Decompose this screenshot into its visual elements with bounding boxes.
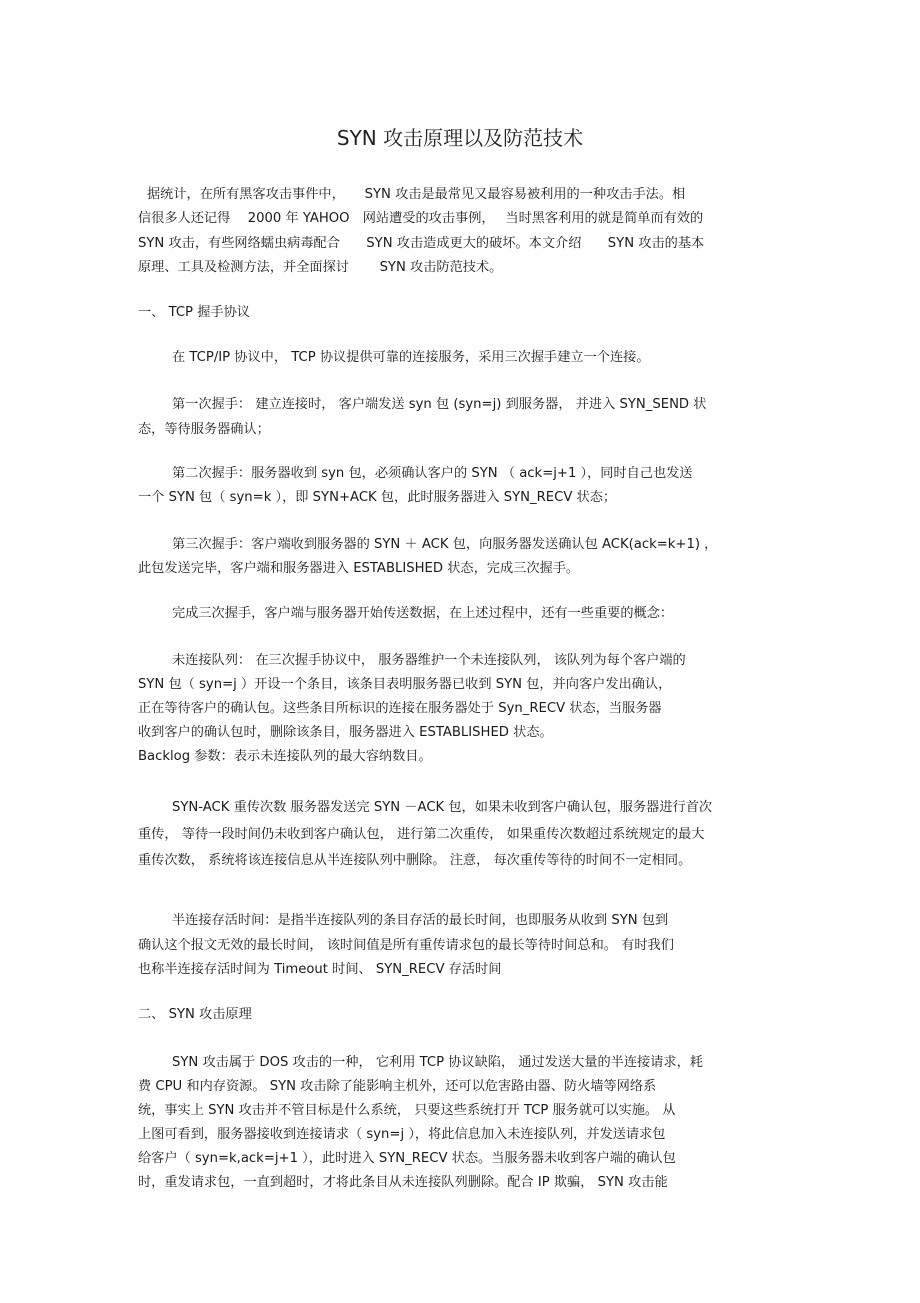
text-line: 重传次数， 系统将该连接信息从半连接队列中删除。 注意， 每次重传等待的时间不一定相同。 [138, 853, 692, 868]
text-line: 收到客户的确认包时，删除该条目，服务器进入 ESTABLISHED 状态。 [138, 725, 553, 740]
text-line: 一个 SYN 包（ syn=k ），即 SYN+ACK 包，此时服务器进入 SYN_RECV 状态； [138, 490, 617, 505]
text-line: 正在等待客户的确认包。这些条目所标识的连接在服务器处于 Syn_RECV 状态，当服务器 [138, 701, 662, 716]
text-line: SYN 包（ syn=j ）开设一个条目，该条目表明服务器已收到 SYN 包，并向客户发出确认， [138, 677, 672, 692]
text-line: 费 CPU 和内存资源。 SYN 攻击除了能影响主机外，还可以危害路由器、防火墙等网络系 [138, 1079, 657, 1094]
text-line: 此包发送完毕，客户端和服务器进入 ESTABLISHED 状态，完成三次握手。 [138, 561, 580, 576]
page-title: SYN 攻击原理以及防范技术 [336, 126, 584, 150]
text-line: 半连接存活时间：是指半连接队列的条目存活的最长时间，也即服务从收到 SYN 包到 [172, 913, 669, 928]
text-line: SYN 攻击，有些网络蠕虫病毒配合 SYN 攻击造成更大的破坏。本文介绍 SYN 攻击的基本 [138, 236, 705, 251]
text-line: 信很多人还记得 2000 年 YAHOO 网站遭受的攻击事例， 当时黑客利用的就是简单而有效的 [138, 211, 704, 226]
text-line: Backlog 参数：表示未连接队列的最大容纳数目。 [138, 749, 432, 764]
text-line: 第三次握手：客户端收到服务器的 SYN ＋ ACK 包，向服务器发送确认包 ACK(ack=k+1) ， [172, 537, 718, 552]
text-line: 未连接队列： 在三次握手协议中， 服务器维护一个未连接队列， 该队列为每个客户端的 [172, 653, 686, 668]
text-line: 统，事实上 SYN 攻击并不管目标是什么系统， 只要这些系统打开 TCP 服务就可以实施。 从 [138, 1103, 676, 1118]
text-line: 也称半连接存活时间为 Timeout 时间、 SYN_RECV 存活时间 [138, 962, 502, 977]
text-line: SYN 攻击属于 DOS 攻击的一种， 它利用 TCP 协议缺陷， 通过发送大量的半连接请求，耗 [172, 1055, 703, 1070]
text-line: 重传， 等待一段时间仍未收到客户确认包， 进行第二次重传， 如果重传次数超过系统规定的最大 [138, 827, 705, 842]
paragraph-line: 在 TCP/IP 协议中， TCP 协议提供可靠的连接服务，采用三次握手建立一个连接。 [172, 350, 650, 365]
text-line: 第一次握手： 建立连接时， 客户端发送 syn 包 (syn=j) 到服务器， 并进入 SYN_SEND 状 [172, 397, 707, 412]
text-line: 第二次握手：服务器收到 syn 包，必须确认客户的 SYN （ ack=j+1 ），同时自己也发送 [172, 466, 693, 481]
text-line: 给客户（ syn=k,ack=j+1 ），此时进入 SYN_RECV 状态。当服务器未收到客户端的确认包 [138, 1151, 676, 1166]
text-line: 原理、工具及检测方法，并全面探讨 SYN 攻击防范技术。 [138, 260, 503, 275]
text-line: 时，重发请求包，一直到超时，才将此条目从未连接队列删除。配合 IP 欺骗， SYN 攻击能 [138, 1175, 668, 1190]
text-line: SYN-ACK 重传次数 服务器发送完 SYN －ACK 包，如果未收到客户确认包，服务器进行首次 [172, 800, 713, 815]
text-line: 据统计，在所有黑客攻击事件中， SYN 攻击是最常见又最容易被利用的一种攻击手法。相 [147, 187, 686, 202]
text-line: 确认这个报文无效的最长时间， 该时间值是所有重传请求包的最长等待时间总和。 有时我们 [138, 938, 674, 953]
text-line: 上图可看到，服务器接收到连接请求（ syn=j ），将此信息加入未连接队列，并发送请求包 [138, 1127, 666, 1142]
section-heading: 二、 SYN 攻击原理 [138, 1007, 252, 1022]
text-line: 态，等待服务器确认； [138, 422, 270, 437]
section-heading: 一、 TCP 握手协议 [138, 305, 250, 320]
paragraph-line: 完成三次握手，客户端与服务器开始传送数据，在上述过程中，还有一些重要的概念： [172, 606, 674, 621]
